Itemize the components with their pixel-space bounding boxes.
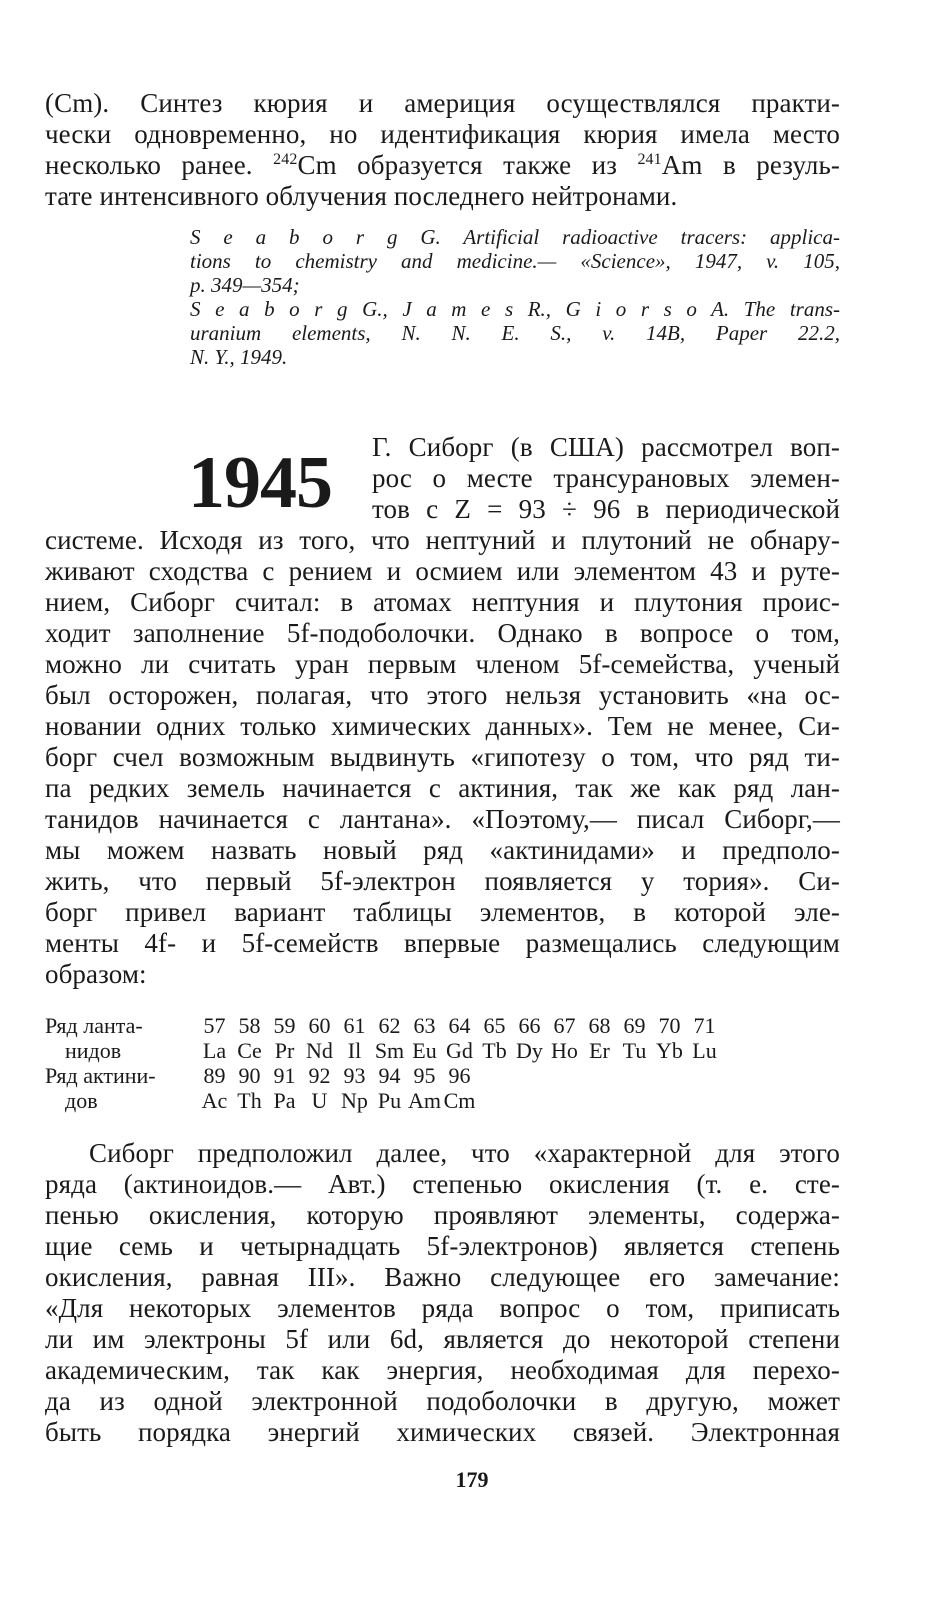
top-paragraph-line: чески одновременно, но идентификация кюрия имела место	[45, 119, 840, 149]
isotope-mass-241: 241	[637, 151, 662, 168]
text-fragment: несколько ранее.	[45, 150, 274, 180]
bottom-paragraph-line: быть порядка энергий химических связей. Электронная	[45, 1417, 840, 1447]
section-line: тов с Z = 93 ÷ 96 в периодической	[372, 494, 840, 524]
element-symbol: Gd	[446, 1038, 473, 1063]
section-line: па редких земель начинается с актиния, так же как ряд лан-	[45, 773, 840, 803]
text-fragment: Am в резуль-	[661, 150, 840, 180]
reference-line: S e a b o r g G., J a m e s R., G i o r s o A. The trans-	[190, 297, 840, 321]
element-symbol: Dy	[516, 1038, 543, 1063]
element-symbol: Sm	[374, 1038, 405, 1063]
element-symbol: U	[311, 1088, 328, 1113]
section-line: менты 4f- и 5f-семейств впервые размещались следующим	[45, 928, 840, 958]
text-fragment: Cm образуется также из	[297, 150, 638, 180]
top-paragraph-line-isotopes	[45, 150, 840, 181]
element-symbol: Pr	[274, 1038, 295, 1063]
lanthanides-label: Ряд ланта-	[45, 1013, 143, 1038]
element-symbol: Ho	[551, 1038, 578, 1063]
bottom-paragraph-line: окисления, равная III». Важно следующее его замечание:	[45, 1262, 840, 1292]
bottom-paragraph-line: да из одной электронной подоболочки в другую, может	[45, 1386, 840, 1416]
section-line: системе. Исходя из того, что нептуний и плутоний не обнару-	[45, 525, 840, 555]
bottom-paragraph-line: щие семь и четырнадцать 5f-электронов) является степень	[45, 1231, 840, 1261]
atomic-number: 89	[203, 1063, 226, 1088]
reference-line: N. Y., 1949.	[190, 345, 288, 369]
bottom-paragraph-line: пенью окисления, которую проявляют элементы, содержа-	[45, 1200, 840, 1230]
section-line: жить, что первый 5f-электрон появляется у тория». Си-	[45, 866, 840, 896]
element-symbol: La	[202, 1038, 227, 1063]
atomic-number: 67	[553, 1013, 576, 1038]
element-symbol: Nd	[306, 1038, 333, 1063]
element-symbol: Yb	[656, 1038, 683, 1063]
section-line: мы можем назвать новый ряд «актинидами» и предполо-	[45, 835, 840, 865]
actinides-symbols-row	[45, 1088, 722, 1113]
element-symbol: Tb	[482, 1038, 507, 1063]
element-symbol: Il	[347, 1038, 362, 1063]
bottom-paragraph-line: академическим, так как энергия, необходимая для перехо-	[45, 1355, 840, 1385]
atomic-number: 95	[413, 1063, 436, 1088]
element-symbol: Th	[237, 1088, 262, 1113]
element-symbol: Lu	[692, 1038, 717, 1063]
atomic-number: 68	[588, 1013, 611, 1038]
bottom-paragraph-line: Сиборг предположил далее, что «характерной для этого	[89, 1138, 840, 1168]
atomic-number: 94	[378, 1063, 401, 1088]
bottom-paragraph-line: ряда (актиноидов.— Авт.) степенью окисления (т. е. сте-	[45, 1169, 840, 1199]
element-symbol: Ac	[201, 1088, 228, 1113]
atomic-number: 66	[518, 1013, 541, 1038]
reference-line: uranium elements, N. N. E. S., v. 14B, Paper 22.2,	[190, 321, 840, 345]
section-line: Г. Сиборг (в США) рассмотрел воп-	[372, 432, 840, 462]
atomic-number: 58	[238, 1013, 261, 1038]
atomic-number: 90	[238, 1063, 261, 1088]
reference-line: p. 349—354;	[190, 273, 300, 297]
element-symbol: Eu	[412, 1038, 437, 1063]
atomic-number: 92	[308, 1063, 331, 1088]
atomic-number: 65	[483, 1013, 506, 1038]
element-table	[45, 1013, 722, 1113]
section-line: живают сходства с рением и осмием или элементом 43 и руте-	[45, 556, 840, 586]
atomic-number: 63	[413, 1013, 436, 1038]
actinides-numbers-row	[45, 1063, 722, 1088]
section-line: борг привел вариант таблицы элементов, в которой эле-	[45, 897, 840, 927]
element-symbol: Pa	[273, 1088, 296, 1113]
section-line: ходит заполнение 5f-подоболочки. Однако в вопросе о том,	[45, 618, 840, 648]
atomic-number: 93	[343, 1063, 366, 1088]
section-line: новании одних только химических данных». Тем не менее, Си-	[45, 711, 840, 741]
atomic-number: 70	[658, 1013, 681, 1038]
section-line: нием, Сиборг считал: в атомах нептуния и плутония проис-	[45, 587, 840, 617]
actinides-label-cont: дов	[65, 1088, 98, 1113]
reference-line: S e a b o r g G. Artificial radioactive tracers: applica-	[190, 225, 840, 249]
element-symbol: Am	[408, 1088, 441, 1113]
element-symbol: Cm	[443, 1088, 476, 1113]
section-line: рос о месте трансурановых элемен-	[372, 463, 840, 493]
isotope-mass-242: 242	[273, 151, 298, 168]
reference-line: tions to chemistry and medicine.— «Science», 1947, v. 105,	[190, 249, 840, 273]
lanthanides-label-cont: нидов	[65, 1038, 122, 1063]
atomic-number: 62	[378, 1013, 401, 1038]
element-symbol: Pu	[377, 1088, 402, 1113]
element-symbol: Ce	[237, 1038, 262, 1063]
element-symbol: Er	[589, 1038, 610, 1063]
bottom-paragraph-line: «Для некоторых элементов ряда вопрос о том, приписать	[45, 1293, 840, 1323]
atomic-number: 57	[203, 1013, 226, 1038]
top-paragraph-line: тате интенсивного облучения последнего нейтронами.	[45, 181, 678, 211]
section-line: был осторожен, полагая, что этого нельзя установить «на ос-	[45, 680, 840, 710]
atomic-number: 59	[273, 1013, 296, 1038]
bottom-paragraph-line: ли им электроны 5f или 6d, является до некоторой степени	[45, 1324, 840, 1354]
section-line: образом:	[45, 959, 147, 989]
year-heading: 1945	[188, 442, 332, 524]
section-line: танидов начинается с лантана». «Поэтому,— писал Сиборг,—	[45, 804, 840, 834]
page-number: 179	[455, 1467, 489, 1492]
element-symbol: Np	[341, 1088, 368, 1113]
section-line: можно ли считать уран первым членом 5f-семейства, ученый	[45, 649, 840, 679]
atomic-number: 64	[448, 1013, 471, 1038]
atomic-number: 69	[623, 1013, 646, 1038]
atomic-number: 96	[448, 1063, 471, 1088]
top-paragraph-line: (Cm). Синтез кюрия и америция осуществлялся практи-	[45, 88, 840, 118]
section-line: борг счел возможным выдвинуть «гипотезу о том, что ряд ти-	[45, 742, 840, 772]
atomic-number: 71	[693, 1013, 716, 1038]
atomic-number: 91	[273, 1063, 296, 1088]
atomic-number: 60	[308, 1013, 331, 1038]
lanthanides-symbols-row	[45, 1038, 722, 1063]
element-symbol: Tu	[622, 1038, 647, 1063]
atomic-number: 61	[343, 1013, 366, 1038]
lanthanides-numbers-row	[45, 1013, 722, 1038]
actinides-label: Ряд актини-	[45, 1063, 156, 1088]
